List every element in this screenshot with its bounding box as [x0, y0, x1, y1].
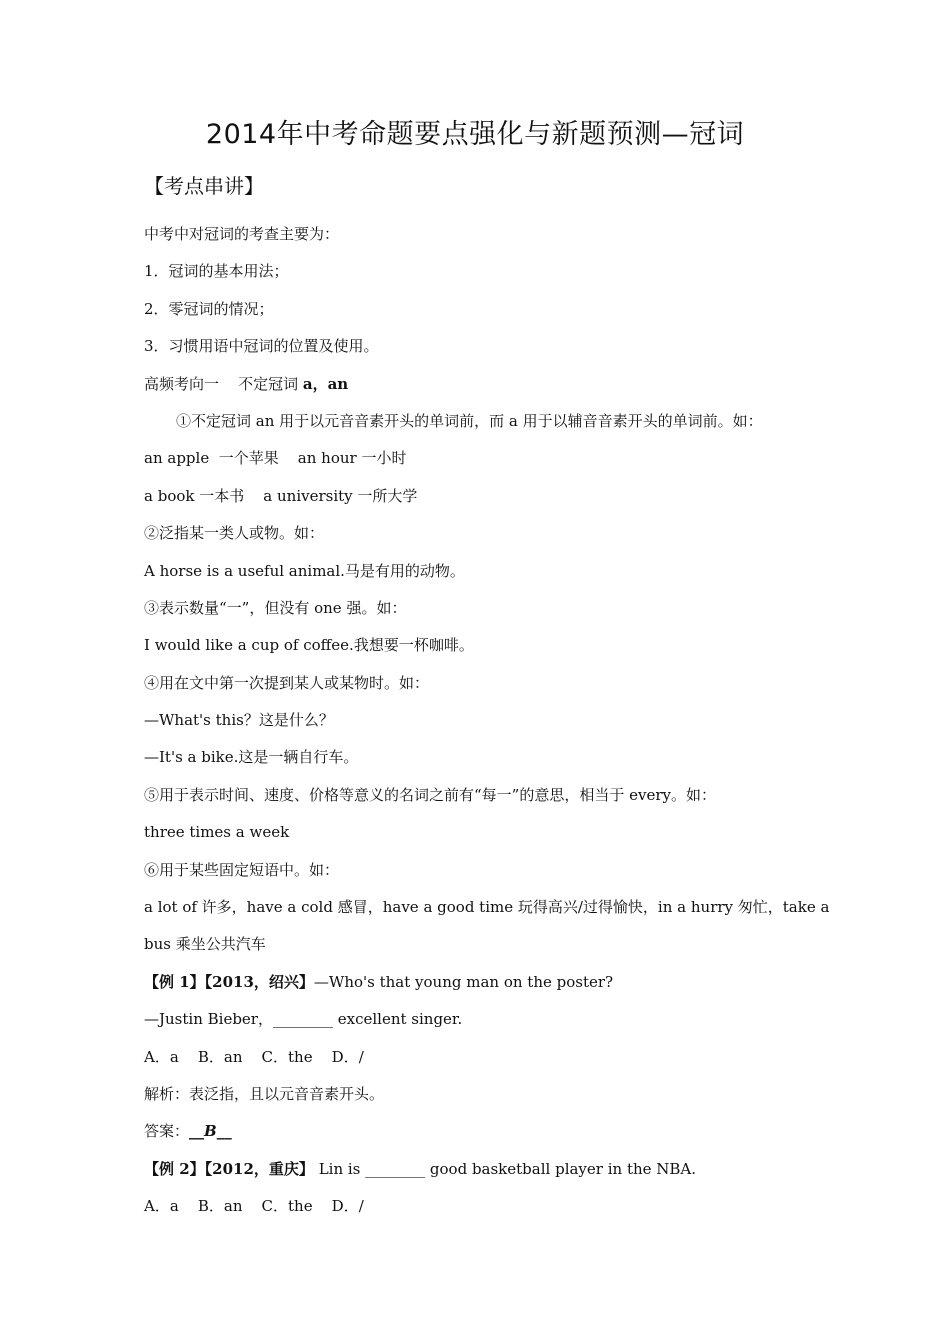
- text-line: [144, 372, 824, 409]
- document-body: [144, 222, 830, 1232]
- text-line: [144, 858, 824, 895]
- line-text: a book 一本书 a university 一所大学: [144, 486, 418, 505]
- line-text: ①不定冠词 an 用于以元音音素开头的单词前，而 a 用于以辅音音素开头的单词前。如：: [176, 411, 763, 430]
- line-text: Lin is ________ good basketball player in the NBA.: [313, 1159, 697, 1178]
- text-line: [144, 708, 824, 745]
- example-label: 【例 1】【2013，绍兴】: [144, 972, 314, 991]
- text-line: [144, 671, 824, 708]
- line-text: 中考中对冠词的考查主要为：: [144, 225, 340, 243]
- example-label: 【例 2】【2012，重庆】: [144, 1159, 314, 1178]
- text-line: [144, 633, 824, 670]
- text-line: [144, 1045, 824, 1082]
- line-text: 解析：表泛指，且以元音音素开头。: [144, 1084, 385, 1103]
- text-line: [144, 521, 824, 558]
- text-line: [144, 895, 830, 932]
- text-line: [144, 596, 824, 633]
- text-line: [144, 1194, 824, 1231]
- text-line: [144, 297, 824, 334]
- text-line: [144, 1119, 824, 1156]
- line-text: —Justin Bieber，________ excellent singer.: [144, 1010, 463, 1029]
- answer-value: __B__: [189, 1122, 232, 1141]
- line-text: 高频考向一 不定冠词: [144, 374, 303, 393]
- text-line: [144, 559, 824, 596]
- text-line: [144, 932, 824, 969]
- line-text: —It's a bike.这是一辆自行车。: [144, 748, 359, 767]
- line-text: ⑤用于表示时间、速度、价格等意义的名词之前有“每一”的意思，相当于 every。如：: [144, 785, 716, 804]
- text-line: [144, 222, 824, 259]
- line-text: —What's this？这是什么？: [144, 711, 334, 730]
- line-text: A．a B．an C．the D．/: [144, 1197, 364, 1216]
- line-text: 答案：: [144, 1122, 190, 1141]
- line-text: A horse is a useful animal.马是有用的动物。: [144, 561, 465, 580]
- text-line: [144, 970, 824, 1007]
- line-text: ⑥用于某些固定短语中。如：: [144, 860, 340, 879]
- text-line: [144, 1157, 824, 1194]
- text-line: [144, 409, 824, 446]
- line-text: an apple 一个苹果 an hour 一小时: [144, 449, 407, 468]
- line-text: —Who's that young man on the poster?: [313, 972, 614, 991]
- text-line: [144, 783, 824, 820]
- document-title: 2014年中考命题要点强化与新题预测—冠词: [205, 119, 745, 150]
- text-line: [144, 334, 824, 371]
- line-text: A．a B．an C．the D．/: [144, 1047, 364, 1066]
- line-text: ②泛指某一类人或物。如：: [144, 524, 325, 543]
- line-text: a lot of 许多，have a cold 感冒，have a good time 玩得高兴/过得愉快，in a hurry 匆忙，take a: [144, 898, 830, 917]
- line-text: bus 乘坐公共汽车: [144, 935, 266, 954]
- text-line: [144, 484, 824, 521]
- article-forms: a，an: [302, 374, 349, 393]
- section-heading: 【考点串讲】: [144, 174, 264, 198]
- line-text: three times a week: [144, 823, 290, 842]
- text-line: [144, 259, 824, 296]
- line-text: I would like a cup of coffee.我想要一杯咖啡。: [144, 636, 474, 655]
- line-text: ③表示数量“一”，但没有 one 强。如：: [144, 598, 407, 617]
- text-line: [144, 745, 824, 782]
- line-text: 2．零冠词的情况；: [144, 299, 274, 318]
- text-line: [144, 1007, 824, 1044]
- line-text: 1．冠词的基本用法；: [144, 262, 289, 281]
- text-line: [144, 1082, 824, 1119]
- text-line: [144, 820, 824, 857]
- line-text: ④用在文中第一次提到某人或某物时。如：: [144, 673, 430, 692]
- line-text: 3．习惯用语中冠词的位置及使用。: [144, 337, 379, 356]
- text-line: [144, 446, 824, 483]
